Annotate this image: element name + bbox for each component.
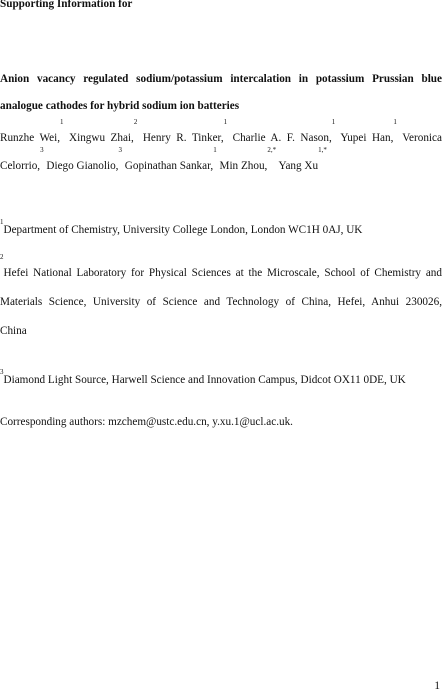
author-affiliation-mark: 1	[223, 118, 228, 126]
affiliation-number: 3	[0, 368, 4, 376]
author-name-first-part: Veronica	[402, 132, 442, 144]
page-number: 1	[434, 680, 440, 692]
author-affiliation-mark: 2	[133, 118, 138, 126]
affiliation-3	[0, 368, 442, 386]
author-affiliation-mark: 1,*	[318, 146, 327, 154]
author-affiliation-mark: 1	[331, 118, 336, 126]
author-name: Xingwu Zhai,	[69, 132, 134, 144]
author-affiliation-mark: 3	[118, 146, 122, 154]
author-affiliation-mark: 2,*	[267, 146, 277, 154]
affiliation-2-line-2: Materials Science, University of Science and Technology of China, Hefei, Anhui 230026,	[0, 296, 442, 308]
title-line-1: Anion vacancy regulated sodium/potassium intercalation in potassium Prussian blue	[0, 73, 442, 85]
author-name: Yupei Han,	[340, 132, 394, 144]
affiliation-2	[0, 253, 442, 346]
corresponding-authors: Corresponding authors: mzchem@ustc.edu.cn, y.xu.1@ucl.ac.uk.	[0, 416, 293, 428]
title-line-2: analogue cathodes for hybrid sodium ion batteries	[0, 100, 240, 112]
author-affiliation-mark: 1	[60, 118, 64, 126]
affiliation-2-line-3: China	[0, 325, 27, 337]
author-affiliation-mark: 1	[393, 118, 397, 126]
affiliation-number: 2	[0, 253, 4, 261]
affiliation-1	[0, 218, 442, 236]
author-line-2	[0, 146, 442, 180]
author-name: Yang Xu	[278, 160, 319, 172]
affiliation-number: 1	[0, 218, 4, 226]
affiliation-text: Hefei National Laboratory for Physical Sciences at the Microscale, School of Chemistry and	[3, 267, 442, 279]
affiliation-text: Diamond Light Source, Harwell Science and Innovation Campus, Didcot OX11 0DE, UK	[3, 374, 406, 386]
author-name-second-part: Celorrio,	[0, 160, 41, 172]
author-name: Runzhe Wei,	[0, 132, 60, 144]
author-name: Gopinathan Sankar,	[124, 160, 214, 172]
author-affiliation-mark: 3	[40, 146, 44, 154]
author-list	[0, 118, 442, 180]
author-line-1	[0, 118, 442, 152]
author-name: Diego Gianolio,	[46, 160, 119, 172]
supporting-info-heading: Supporting Information for	[0, 0, 133, 10]
paper-title	[0, 66, 442, 120]
affiliation-text: Department of Chemistry, University College London, London WC1H 0AJ, UK	[3, 224, 363, 236]
author-name: Henry R. Tinker,	[142, 132, 224, 144]
author-name: Min Zhou,	[219, 160, 268, 172]
author-affiliation-mark: 1	[213, 146, 217, 154]
author-name: Charlie A. F. Nason,	[232, 132, 332, 144]
affiliation-2-line-1	[0, 253, 442, 288]
